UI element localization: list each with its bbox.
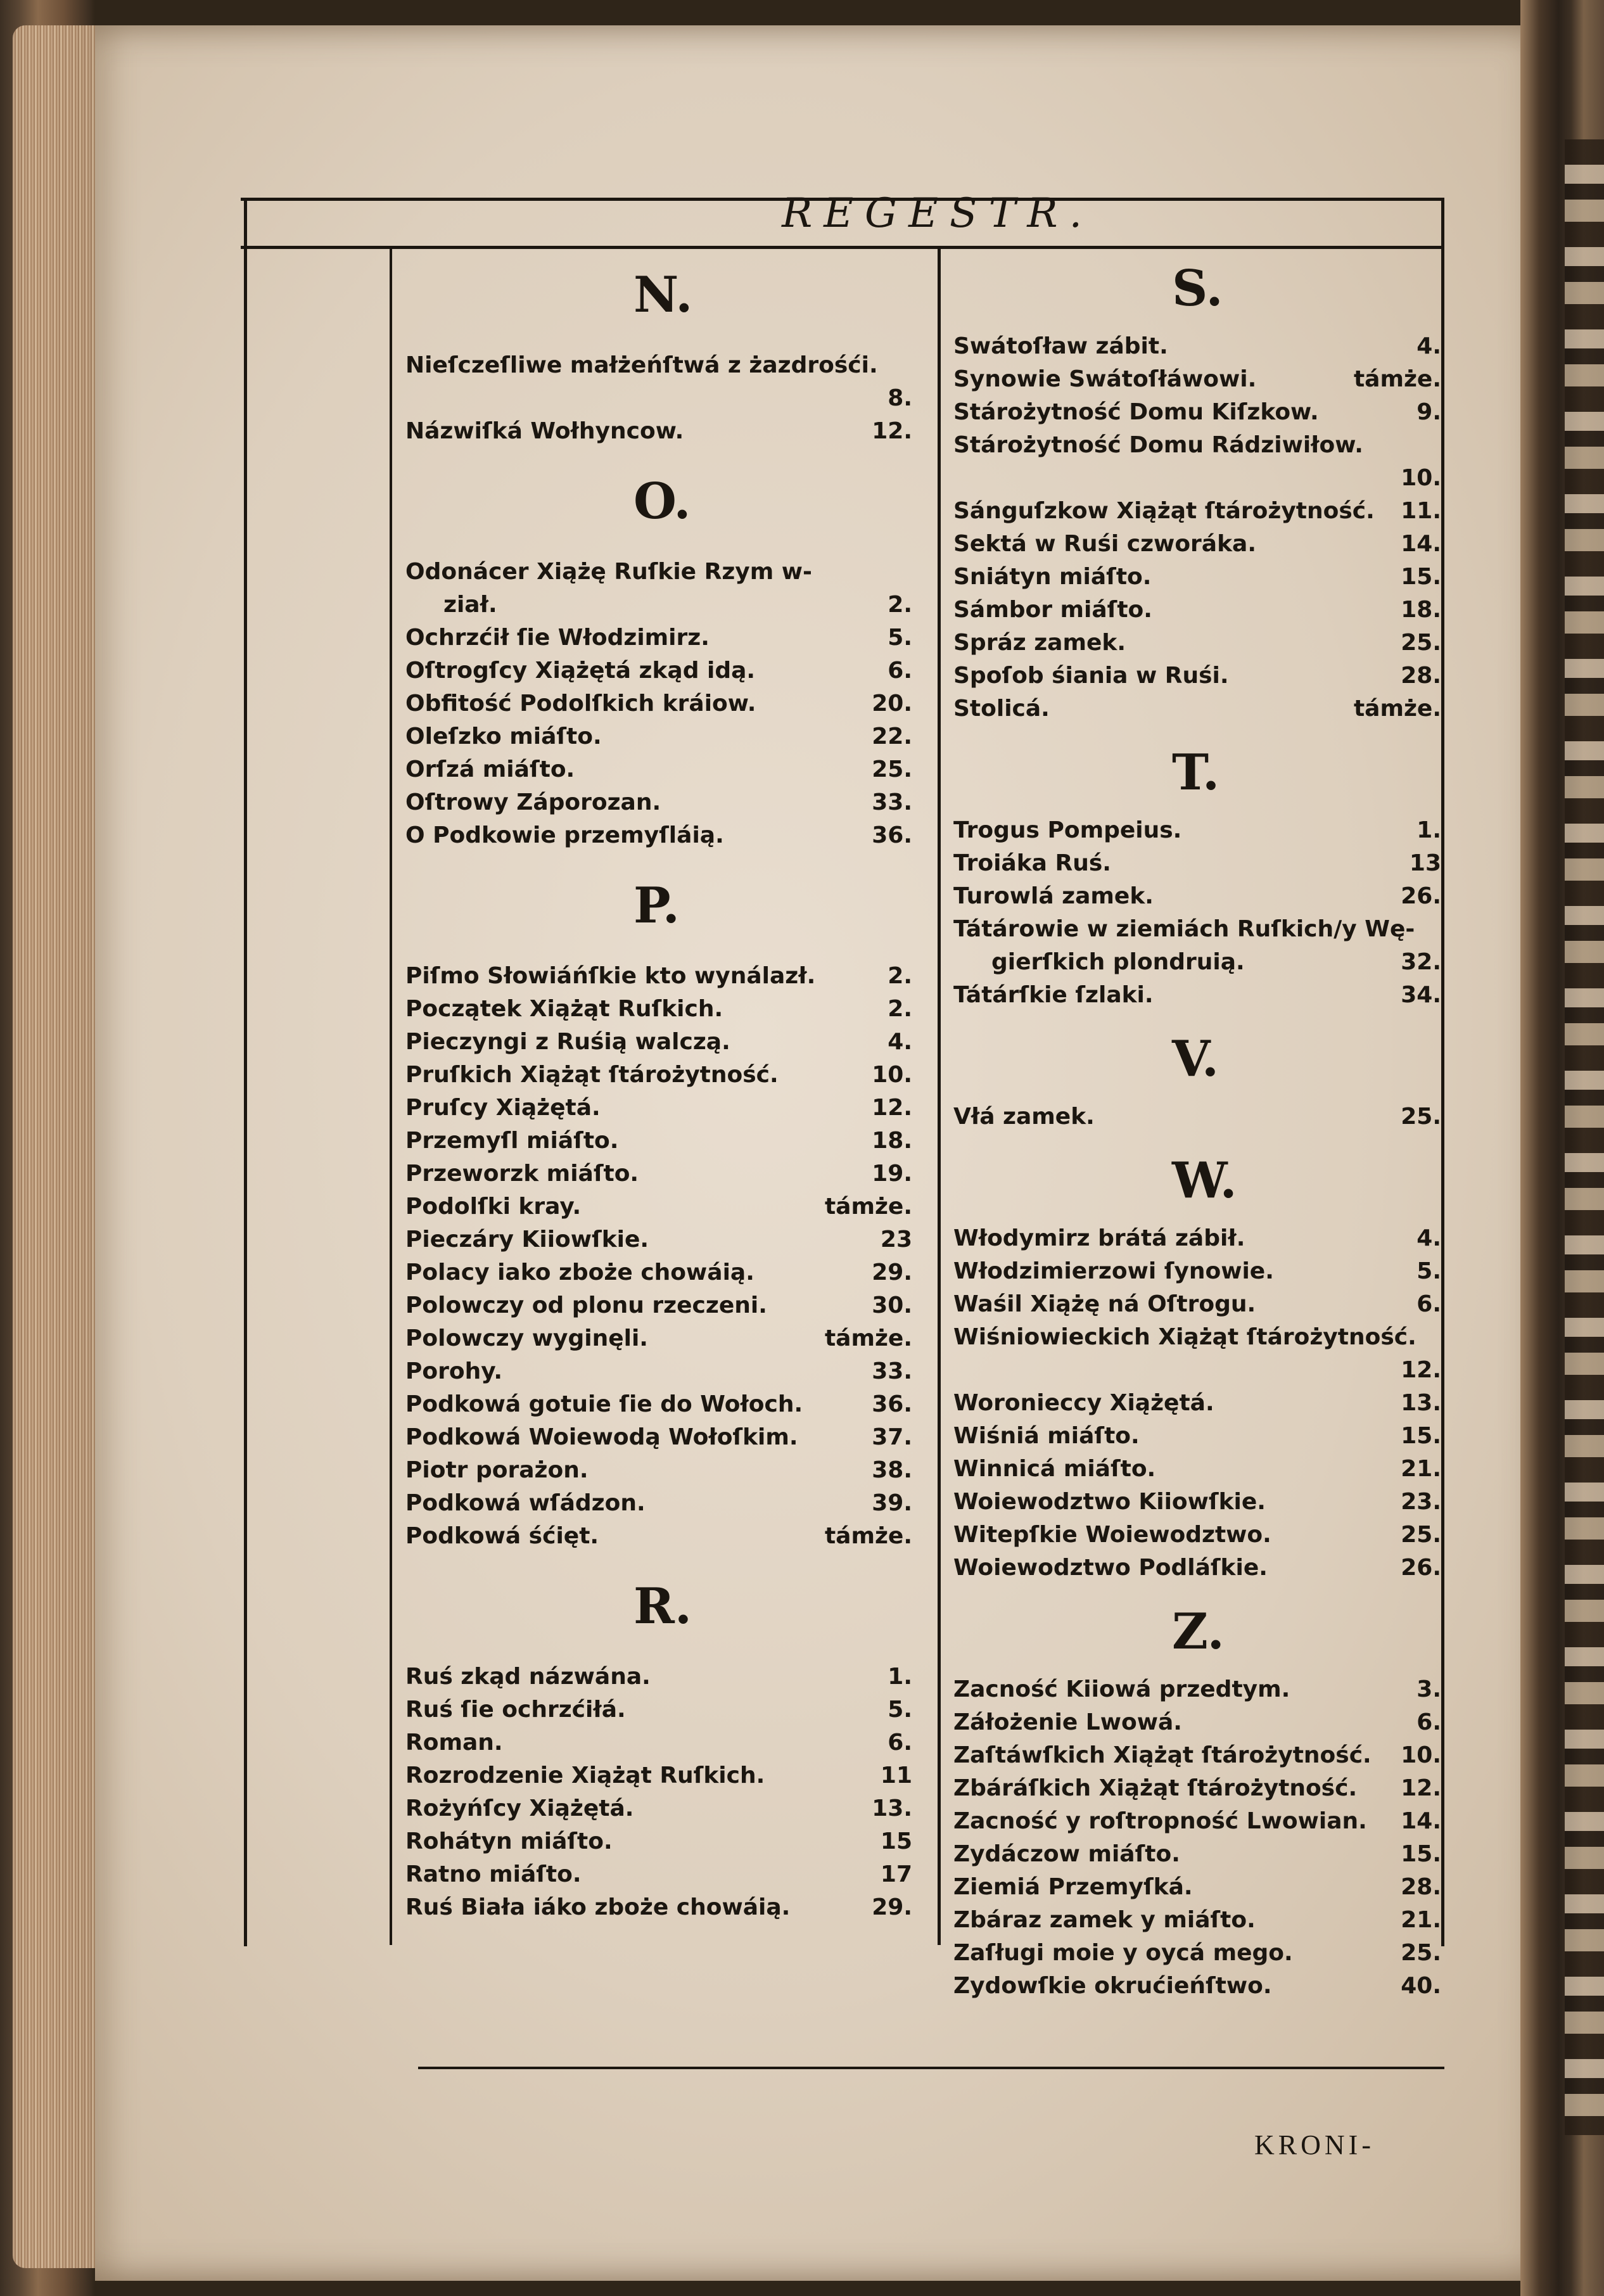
index-entry [405,1124,912,1158]
entry-text: Stolicá. [953,696,1050,722]
entry-text: Oſtrogſcy Xiążętá zkąd idą. [405,658,756,684]
index-entry [953,978,1441,1012]
entry-page: 2. [888,963,912,989]
entry-page: 5. [1416,1258,1441,1284]
inner-left-border [390,247,392,1945]
entry-page: 28. [1401,1874,1441,1900]
index-entry [953,813,1441,847]
entry-text: Sámbor miáſto. [953,597,1152,623]
index-entry [405,621,912,654]
index-entry [953,1221,1441,1255]
entry-text: Spráz zamek. [953,630,1126,656]
entry-page: 14. [1401,1808,1441,1834]
index-entry [953,1969,1441,2003]
index-entry [405,1223,912,1256]
index-entry [405,1453,912,1487]
entry-page: 14. [1401,531,1441,557]
entry-text: Winnicá miáſto. [953,1456,1156,1482]
entry-text: Ruś Biała iáko zboże chowáią. [405,1894,791,1920]
entry-page: 22. [872,724,912,749]
index-entry [405,1420,912,1454]
index-entry [953,395,1441,429]
entry-text: Nieſczeſliwe małżeńſtwá z żazdrośći. [405,352,878,378]
entry-page: 29. [872,1260,912,1285]
catchword: KRONI- [1254,2129,1375,2160]
index-entry [405,654,912,687]
index-entry [953,945,1441,979]
entry-text: Przeworzk miáſto. [405,1161,639,1187]
entry-page: 23 [880,1227,912,1253]
entry-text: Zaſługi moie y oycá mego. [953,1940,1293,1966]
index-entry [405,959,912,993]
index-entry [953,879,1441,913]
entry-page: 10. [872,1062,912,1088]
entry-page: 2. [888,592,912,618]
entry-text: Wiśniá miáſto. [953,1423,1140,1449]
index-entry [953,593,1441,627]
entry-text: Obfitość Podolſkich kráiow. [405,691,756,717]
index-entry [953,1551,1441,1585]
entry-text: Pieczáry Kiiowſkie. [405,1227,649,1253]
section-letter: N. [633,266,693,324]
index-entry [953,494,1441,528]
index-entry [405,1891,912,1924]
index-entry [405,1355,912,1388]
index-entry [953,1287,1441,1321]
section-letter: T. [1172,744,1220,801]
entry-text: Oſtrowy Záporozan. [405,789,661,815]
entry-page: 3. [1416,1676,1441,1702]
entry-page: 34. [1401,982,1441,1008]
entry-page: 25. [1401,630,1441,656]
entry-text: Polowczy wyginęli. [405,1325,648,1351]
entry-page: 11 [880,1763,912,1789]
index-entry [953,1837,1441,1871]
entry-text: Zbáráſkich Xiążąt ſtárożytność. [953,1775,1358,1801]
index-entry [953,560,1441,594]
index-entry [405,1693,912,1726]
entry-page: 10. [1401,1742,1441,1768]
entry-text: Tátárowie w ziemiách Ruſkich/y Wę- [953,916,1415,942]
section-letter: W. [1172,1152,1237,1209]
index-entry [953,1100,1441,1133]
index-entry [953,1673,1441,1706]
entry-text: Zacność y roſtropność Lwowian. [953,1808,1367,1834]
index-entry [953,1771,1441,1805]
entry-page: 2. [888,996,912,1022]
index-entry [405,1519,912,1553]
index-entry [953,1254,1441,1288]
index-entry [405,588,912,622]
entry-page: 6. [1416,1709,1441,1735]
entry-page: 15. [1401,1423,1441,1449]
entry-page: 25. [872,756,912,782]
entry-text: Pieczyngi z Ruśią walczą. [405,1029,730,1055]
entry-text: Wiśniowieckich Xiążąt ſtárożytność. [953,1324,1416,1350]
entry-page: 15. [1401,1841,1441,1867]
entry-page: 32. [1401,949,1441,975]
index-entry [405,1058,912,1092]
entry-page: 20. [872,691,912,717]
index-entry [405,1387,912,1421]
entry-page: 11. [1401,498,1441,524]
entry-text: Stárożytność Domu Kiſzkow. [953,399,1319,425]
entry-text: Podolſki kray. [405,1194,582,1220]
entry-text: Woiewodztwo Kiiowſkie. [953,1489,1266,1515]
entry-text: Włodymirz brátá zábił. [953,1225,1245,1251]
entry-page: támże. [824,1194,912,1220]
entry-page: 1. [1416,817,1441,843]
entry-text: Polacy iako zboże chowáią. [405,1260,754,1285]
section-letter: R. [633,1578,692,1635]
entry-page: 26. [1401,883,1441,909]
entry-page: 21. [1401,1456,1441,1482]
index-entry [405,1486,912,1520]
entry-page: támże. [1353,696,1441,722]
index-entry [953,428,1441,462]
entry-text: Podkowá Woiewodą Wołoſkim. [405,1424,798,1450]
entry-page: 4. [1416,333,1441,359]
entry-text: Ratno miáſto. [405,1861,582,1887]
right-border [1441,198,1444,1946]
section-letter: Z. [1172,1603,1225,1661]
entry-page: 18. [872,1128,912,1154]
left-border [244,198,247,1946]
entry-page: 21. [1401,1907,1441,1933]
index-entry [953,1518,1441,1552]
entry-page: 29. [872,1894,912,1920]
entry-page: 10. [1401,465,1441,491]
entry-page: 12. [1401,1775,1441,1801]
entry-text: Waśil Xiążę ná Oſtrogu. [953,1291,1256,1317]
entry-text: Synowie Swátoſłáwowi. [953,366,1257,392]
index-entry [405,1322,912,1355]
entry-page: 25. [1401,1522,1441,1548]
entry-text: Ruś ſie ochrzćiłá. [405,1697,626,1723]
entry-page: 19. [872,1161,912,1187]
index-entry [405,819,912,852]
entry-page: 33. [872,789,912,815]
entry-page: 25. [1401,1940,1441,1966]
entry-text: Trogus Pompeius. [953,817,1182,843]
index-entry [953,461,1441,495]
index-entry [405,1858,912,1891]
entry-page: 9. [1416,399,1441,425]
entry-page: 6. [1416,1291,1441,1317]
entry-page: 40. [1401,1973,1441,1999]
entry-page: 33. [872,1358,912,1384]
entry-page: 36. [872,822,912,848]
index-entry [405,1256,912,1289]
entry-page: 26. [1401,1555,1441,1581]
entry-text: Názwiſká Wołhyncow. [405,418,684,444]
entry-page: 15 [880,1828,912,1854]
index-entry [405,753,912,786]
entry-text: Sniátyn miáſto. [953,564,1152,590]
entry-text: Woronieccy Xiążętá. [953,1390,1214,1416]
entry-page: 39. [872,1490,912,1516]
entry-text: Witepſkie Woiewodztwo. [953,1522,1271,1548]
entry-page: 13. [1401,1390,1441,1416]
entry-page: 6. [888,1730,912,1756]
entry-text: Oleſzko miáſto. [405,724,602,749]
index-entry [953,1353,1441,1387]
index-entry [953,626,1441,660]
entry-page: támże. [824,1325,912,1351]
bottom-rule [418,2067,1444,2069]
index-entry [953,692,1441,725]
index-entry [405,1190,912,1223]
entry-text: Rożyńſcy Xiążętá. [405,1795,634,1821]
entry-page: 4. [888,1029,912,1055]
entry-text: Tátárſkie ſzlaki. [953,982,1154,1008]
entry-text: Troiáka Ruś. [953,850,1111,876]
index-entry [405,1792,912,1825]
entry-text: Podkowá śćięt. [405,1523,599,1549]
entry-text: gierſkich plondruią. [991,949,1245,975]
entry-text: Polowczy od plonu rzeczeni. [405,1292,767,1318]
entry-text: Roman. [405,1730,503,1756]
index-entry [405,414,912,448]
entry-text: Zaſtáwſkich Xiążąt ſtárożytność. [953,1742,1372,1768]
index-entry [405,555,912,589]
entry-text: Ochrzćił ſie Włodzimirz. [405,625,710,651]
index-entry [405,786,912,819]
entry-page: 5. [888,625,912,651]
index-entry [953,1804,1441,1838]
entry-text: Rozrodzenie Xiążąt Ruſkich. [405,1763,765,1789]
index-entry [953,1936,1441,1970]
entry-text: Włodzimierzowi ſynowie. [953,1258,1274,1284]
index-entry [405,1825,912,1858]
entry-text: Turowlá zamek. [953,883,1154,909]
index-entry [405,381,912,415]
index-entry [953,1386,1441,1420]
entry-page: 13. [872,1795,912,1821]
index-entry [953,329,1441,363]
index-entry [405,1289,912,1322]
entry-text: Ruś zkąd názwána. [405,1664,651,1690]
page-edges [13,25,108,2268]
entry-text: Piotr porażon. [405,1457,589,1483]
index-entry [953,846,1441,880]
index-entry [405,1157,912,1190]
entry-page: támże. [1353,366,1441,392]
facing-page-ornament [1565,139,1604,2135]
entry-text: Odonácer Xiążę Ruſkie Rzym w- [405,559,812,585]
index-entry [953,1452,1441,1486]
entry-page: 12. [872,418,912,444]
index-entry [953,659,1441,692]
page-header: REGESTR. [782,190,1093,237]
entry-page: 13 [1409,850,1441,876]
index-entry [953,1485,1441,1519]
entry-page: 18. [1401,597,1441,623]
index-entry [953,1738,1441,1772]
entry-text: Przemyſl miáſto. [405,1128,619,1154]
entry-page: 37. [872,1424,912,1450]
section-letter: S. [1172,260,1223,317]
entry-page: 4. [1416,1225,1441,1251]
index-entry [953,527,1441,561]
entry-text: Woiewodztwo Podláſkie. [953,1555,1268,1581]
index-entry [953,1903,1441,1937]
index-entry [405,1759,912,1792]
entry-text: Vłá zamek. [953,1104,1095,1130]
index-entry [405,1025,912,1059]
index-entry [953,1419,1441,1453]
entry-page: 5. [888,1697,912,1723]
index-entry [405,720,912,753]
entry-text: Zbáraz zamek y miáſto. [953,1907,1256,1933]
index-entry [953,912,1441,946]
index-entry [953,362,1441,396]
index-entry [405,1660,912,1693]
entry-page: 17 [880,1861,912,1887]
center-rule [938,247,941,1945]
entry-text: Ziemiá Przemyſká. [953,1874,1193,1900]
entry-text: Sánguſzkow Xiążąt ſtárożytność. [953,498,1375,524]
entry-page: 28. [1401,663,1441,689]
section-letter: P. [633,877,680,934]
index-entry [405,992,912,1026]
entry-text: O Podkowie przemyſláią. [405,822,724,848]
index-entry [953,1870,1441,1904]
entry-text: Stárożytność Domu Rádziwiłow. [953,432,1363,458]
entry-text: Początek Xiążąt Ruſkich. [405,996,723,1022]
index-entry [953,1320,1441,1354]
entry-text: Swátoſław zábit. [953,333,1168,359]
entry-text: Zydowſkie okrućieńſtwo. [953,1973,1272,1999]
entry-text: Pruſkich Xiążąt ſtárożytność. [405,1062,779,1088]
entry-page: 6. [888,658,912,684]
entry-text: Piſmo Słowiáńſkie kto wynálazł. [405,963,816,989]
header-rule [241,246,1444,249]
index-entry [405,687,912,720]
section-letter: O. [633,473,691,530]
entry-page: 38. [872,1457,912,1483]
entry-text: Sektá w Ruśi czworáka. [953,531,1257,557]
entry-text: ział. [443,592,497,618]
entry-page: 36. [872,1391,912,1417]
index-entry [953,1706,1441,1739]
entry-page: 1. [888,1664,912,1690]
entry-text: Pruſcy Xiążętá. [405,1095,601,1121]
index-entry [405,1091,912,1125]
entry-text: Orſzá miáſto. [405,756,575,782]
entry-page: támże. [824,1523,912,1549]
entry-page: 30. [872,1292,912,1318]
entry-page: 8. [888,385,912,411]
entry-text: Záłożenie Lwowá. [953,1709,1182,1735]
entry-text: Zydáczow miáſto. [953,1841,1180,1867]
index-entry [405,348,912,382]
entry-text: Porohy. [405,1358,503,1384]
entry-page: 12. [1401,1357,1441,1383]
entry-text: Podkowá wſádzon. [405,1490,646,1516]
section-letter: V. [1172,1030,1219,1088]
entry-page: 25. [1401,1104,1441,1130]
entry-page: 23. [1401,1489,1441,1515]
index-entry [405,1726,912,1759]
entry-text: Spoſob śiania w Ruśi. [953,663,1229,689]
entry-text: Zacność Kiiowá przedtym. [953,1676,1290,1702]
entry-page: 12. [872,1095,912,1121]
entry-page: 15. [1401,564,1441,590]
entry-text: Rohátyn miáſto. [405,1828,613,1854]
entry-text: Podkowá gotuie ſie do Wołoch. [405,1391,803,1417]
